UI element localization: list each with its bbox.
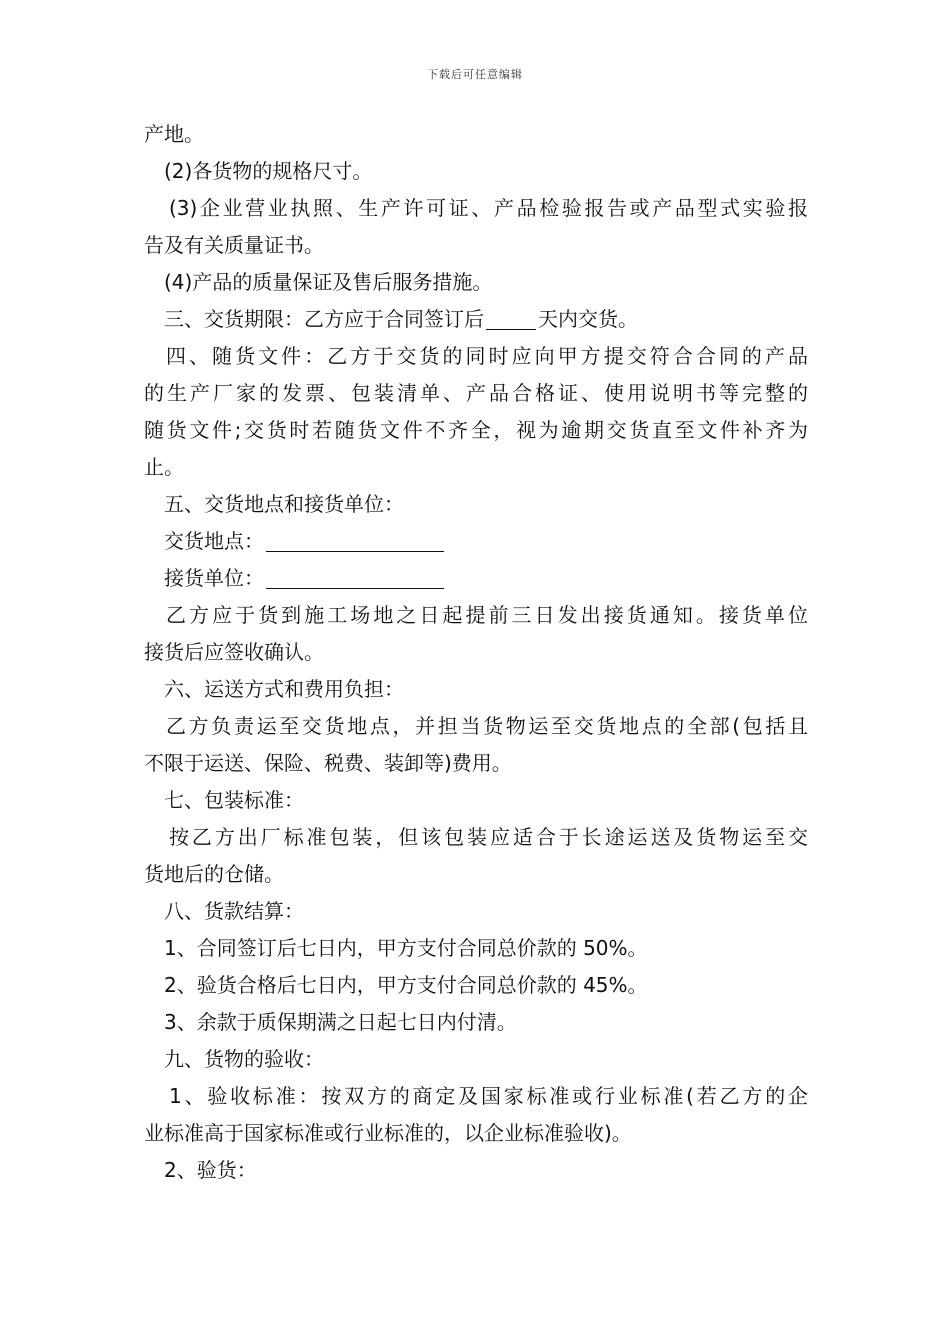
list-item: 2、验货合格后七日内，甲方支付合同总价款的 45%。 bbox=[164, 973, 648, 997]
text-line: 货地后的仓储。 bbox=[144, 862, 284, 886]
fill-blank-days[interactable] bbox=[486, 307, 536, 330]
clause-text: 天内交货。 bbox=[538, 307, 638, 331]
text-line: 接货后应签收确认。 bbox=[144, 640, 324, 664]
clause-heading: 五、交货地点和接货单位： bbox=[164, 492, 404, 516]
list-item: 1、验收标准：按双方的商定及国家标准或行业标准(若乙方的企 bbox=[169, 1084, 808, 1108]
clause-heading: 八、货款结算： bbox=[164, 899, 304, 923]
receiving-unit-row bbox=[144, 560, 808, 597]
clause-heading: 九、货物的验收： bbox=[164, 1047, 324, 1071]
text-line: 乙方应于货到施工场地之日起提前三日发出接货通知。接货单位 bbox=[166, 603, 808, 627]
field-label: 接货单位： bbox=[164, 566, 264, 590]
clause-delivery-period bbox=[144, 301, 808, 338]
list-item: (2)各货物的规格尺寸。 bbox=[164, 159, 373, 183]
text-line: 乙方负责运至交货地点，并担当货物运至交货地点的全部(包括且 bbox=[166, 714, 808, 738]
clause-heading: 六、运送方式和费用负担： bbox=[164, 677, 404, 701]
text-line: 告及有关质量证书。 bbox=[144, 233, 324, 257]
text-line: 不限于运送、保险、税费、装卸等)费用。 bbox=[144, 751, 512, 775]
text-line: 按乙方出厂标准包装，但该包装应适合于长途运送及货物运至交 bbox=[169, 825, 808, 849]
page-header: 下载后可任意编辑 bbox=[427, 68, 523, 81]
list-item: (3)企业营业执照、生产许可证、产品检验报告或产品型式实验报 bbox=[169, 196, 808, 220]
text-line: 的生产厂家的发票、包装清单、产品合格证、使用说明书等完整的 bbox=[144, 381, 808, 405]
text-line: 产地。 bbox=[144, 122, 204, 146]
text-line: 止。 bbox=[144, 455, 184, 479]
list-item: 3、余款于质保期满之日起七日内付清。 bbox=[164, 1010, 517, 1034]
delivery-location-row bbox=[144, 523, 808, 560]
list-item: 1、合同签订后七日内，甲方支付合同总价款的 50%。 bbox=[164, 936, 648, 960]
clause-heading: 七、包装标准： bbox=[164, 788, 304, 812]
document-body bbox=[144, 116, 808, 1189]
fill-blank-receiving-unit[interactable] bbox=[266, 566, 444, 589]
list-item: 2、验货： bbox=[164, 1158, 257, 1182]
field-label: 交货地点： bbox=[164, 529, 264, 553]
list-item: (4)产品的质量保证及售后服务措施。 bbox=[164, 270, 493, 294]
fill-blank-delivery-location[interactable] bbox=[266, 529, 444, 552]
clause-text: 三、交货期限：乙方应于合同签订后 bbox=[164, 307, 484, 331]
clause-heading: 四、随货文件：乙方于交货的同时应向甲方提交符合合同的产品 bbox=[166, 344, 808, 368]
text-line: 随货文件;交货时若随货文件不齐全，视为逾期交货直至文件补齐为 bbox=[144, 418, 808, 442]
text-line: 业标准高于国家标准或行业标准的，以企业标准验收)。 bbox=[144, 1121, 632, 1145]
